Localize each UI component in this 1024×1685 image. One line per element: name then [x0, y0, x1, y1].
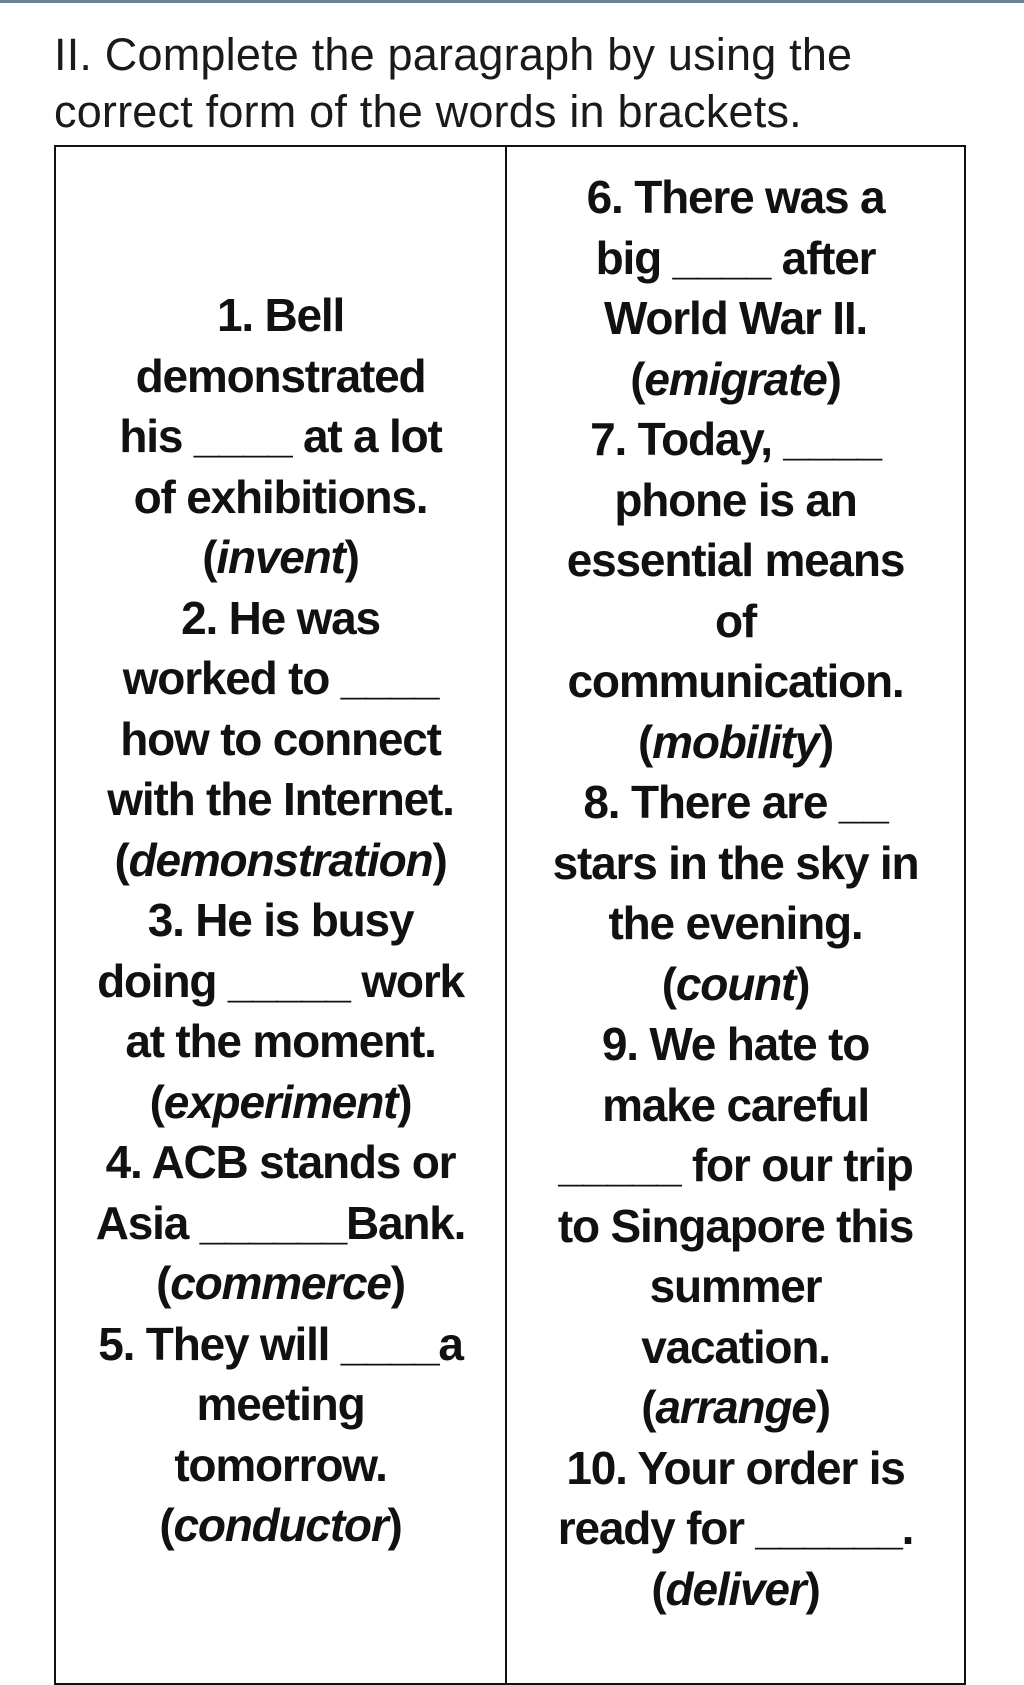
hint-word: mobility [652, 715, 819, 768]
heading-line-2: correct form of the words in brackets. [54, 86, 802, 137]
hint-word: invent [216, 531, 345, 583]
top-border-line [0, 0, 1024, 3]
question-line: meeting [196, 1378, 365, 1430]
question-line: vacation. [641, 1320, 830, 1373]
question-line: communication. [567, 655, 904, 707]
question-line: 2. He was [181, 591, 380, 644]
left-column [56, 147, 507, 1683]
hint-word: emigrate [644, 352, 827, 405]
question-line: 10. Your order is [566, 1441, 905, 1494]
heading-line-1: II. Complete the paragraph by using the [54, 29, 853, 80]
question-10 [507, 1438, 964, 1620]
question-line: stars in the sky in [552, 836, 919, 889]
hint-word: demonstration [128, 833, 433, 886]
question-line: the evening. [608, 897, 863, 949]
question-line: 3. He is busy [147, 894, 414, 946]
question-line: his ____ at a lot [119, 410, 442, 462]
question-line: tomorrow. [174, 1438, 387, 1491]
question-line: ready for ______. [557, 1502, 914, 1554]
question-line: 4. ACB stands or [105, 1136, 456, 1188]
question-2 [56, 588, 505, 891]
word-hint: (deliver) [651, 1562, 820, 1615]
word-hint: (commerce) [156, 1257, 405, 1309]
question-7 [507, 409, 964, 772]
hint-word: conductor [173, 1499, 388, 1551]
question-line: 7. Today, ____ [590, 413, 881, 465]
hint-word: experiment [163, 1075, 398, 1128]
question-line: doing _____ work [97, 954, 464, 1007]
question-line: of exhibitions. [133, 470, 428, 523]
question-line: with the Internet. [107, 773, 454, 825]
exercise-table [54, 145, 966, 1685]
question-line: Asia ______Bank. [95, 1196, 466, 1249]
word-hint: (invent) [202, 531, 359, 583]
question-1 [56, 285, 505, 588]
question-6 [507, 167, 964, 409]
question-line: demonstrated [135, 349, 426, 402]
question-line: how to connect [120, 712, 441, 765]
word-hint: (conductor) [159, 1499, 402, 1551]
question-line: 8. There are __ [583, 776, 888, 828]
hint-word: arrange [655, 1381, 816, 1433]
question-line: summer [649, 1260, 822, 1312]
question-line: 5. They will ____a [98, 1317, 463, 1370]
question-line: 6. There was a [586, 171, 885, 223]
question-line: worked to ____ [122, 652, 439, 704]
word-hint: (arrange) [641, 1381, 830, 1433]
question-line: _____ for our trip [558, 1139, 913, 1191]
question-3 [56, 890, 505, 1132]
question-4 [56, 1132, 505, 1314]
hint-word: commerce [170, 1257, 391, 1309]
question-line: big ____ after [595, 231, 876, 284]
question-9 [507, 1014, 964, 1438]
question-line: phone is an [614, 473, 857, 526]
word-hint: (experiment) [149, 1075, 412, 1128]
question-8 [507, 772, 964, 1014]
right-column [507, 147, 964, 1683]
question-line: essential means [566, 534, 905, 586]
question-line: 1. Bell [216, 289, 345, 341]
hint-word: count [675, 957, 796, 1010]
question-line: World War II. [604, 292, 867, 344]
question-line: to Singapore this [557, 1199, 914, 1252]
word-hint: (count) [661, 957, 810, 1010]
question-line: of [714, 594, 757, 647]
word-hint: (mobility) [638, 715, 833, 768]
word-hint: (emigrate) [630, 352, 841, 405]
exercise-heading [54, 26, 1004, 140]
word-hint: (demonstration) [114, 833, 447, 886]
question-line: at the moment. [125, 1015, 436, 1067]
question-5 [56, 1314, 505, 1556]
hint-word: deliver [665, 1562, 806, 1615]
question-line: 9. We hate to [601, 1018, 870, 1070]
question-line: make careful [602, 1078, 869, 1131]
